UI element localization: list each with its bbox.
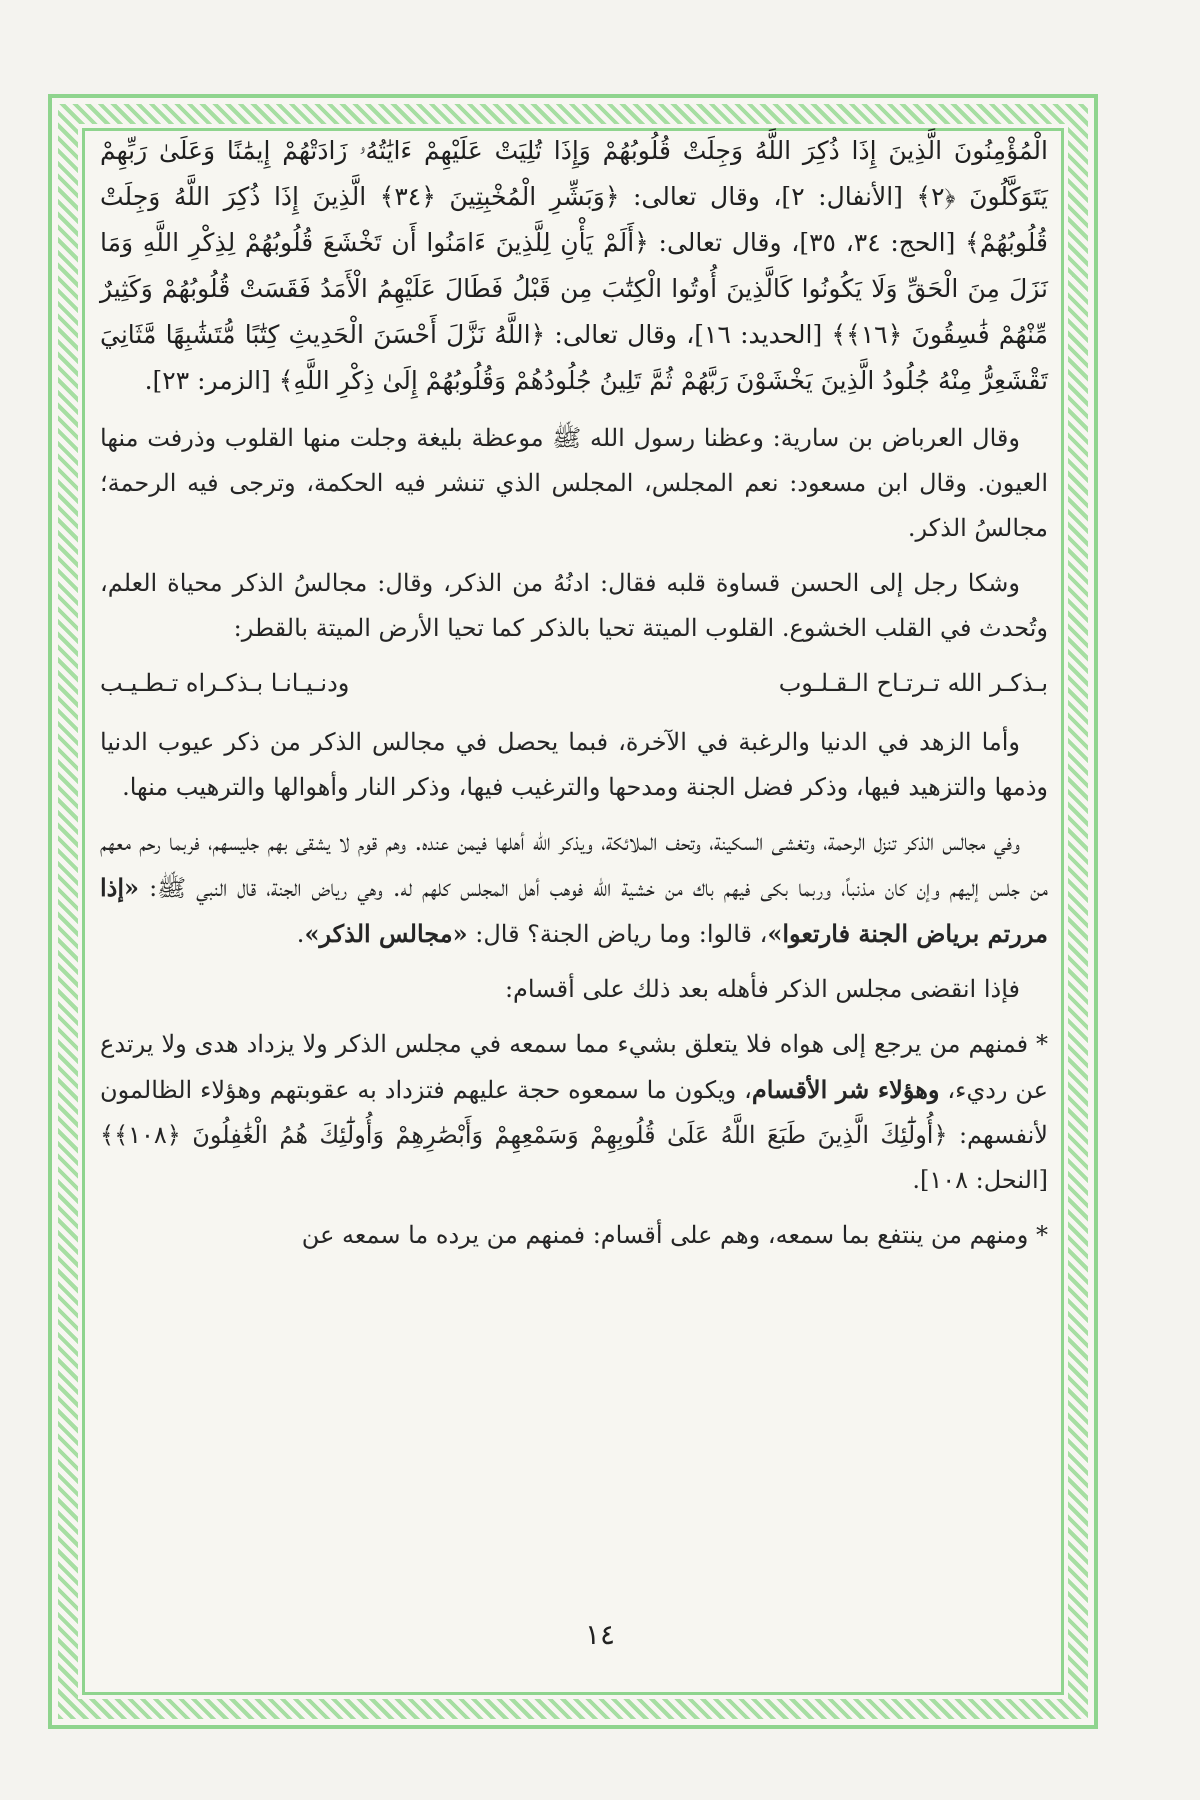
paragraph-majalis [100, 820, 1048, 957]
paragraph-irbad: وقال العرباض بن سارية: وعظنا رسول الله ﷺ موعظة بليغة وجلت منها القلوب وذرفت منها العيون. وقال ابن مسعود: نعم المجلس، المجلس الذي تنشر فيه الحكمة، وترجى فيه الرحمة؛ مجالسُ الذكر. [100, 424, 1048, 542]
first-group-text-2: ، ويكون ما سمعوه حجة عليهم فتزداد به عقوبتهم وهؤلاء الظالمون لأنفسهم: ﴿أُولَٰٓئِكَ الَّذِينَ طَبَعَ اللَّهُ عَلَىٰ قُلُوبِهِمْ وَسَمْعِهِمْ وَأَبْصَٰرِهِمْ وَأُولَٰٓئِكَ هُمُ الْغَٰفِلُونَ ﴿١٠٨﴾﴾ [النحل: ١٠٨]. [100, 1076, 1048, 1194]
majalis-text-1: وفي مجالس الذكر تنزل الرحمة، وتغشى السكينة، وتحف الملائكة، ويذكر الله أهلها فيمن عنده. وهم قوم لا يشقى بهم جليسهم، فربما رحم معهم من جلس إليهم وإن كان مذنباً، وربما بكى فيهم باك من خشية الله فوهب أهل المجلس كلهم له. وهي رياض الجنة، قال النبي ﷺ: [100, 828, 1048, 902]
quran-verses-block: الْمُؤْمِنُونَ الَّذِينَ إِذَا ذُكِرَ اللَّهُ وَجِلَتْ قُلُوبُهُمْ وَإِذَا تُلِيَتْ عَلَيْهِمْ ءَايَٰتُهُۥ زَادَتْهُمْ إِيمَٰنًا وَعَلَىٰ رَبِّهِمْ يَتَوَكَّلُونَ ﴿٢﴾ [الأنفال: ٢]، وقال تعالى: ﴿وَبَشِّرِ الْمُخْبِتِينَ ﴿٣٤﴾ الَّذِينَ إِذَا ذُكِرَ اللَّهُ وَجِلَتْ قُلُوبُهُمْ﴾ [الحج: ٣٤، ٣٥]، وقال تعالى: ﴿أَلَمْ يَأْنِ لِلَّذِينَ ءَامَنُوا أَن تَخْشَعَ قُلُوبُهُمْ لِذِكْرِ اللَّهِ وَمَا نَزَلَ مِنَ الْحَقِّ وَلَا يَكُونُوا كَالَّذِينَ أُوتُوا الْكِتَٰبَ مِن قَبْلُ فَطَالَ عَلَيْهِمُ الْأَمَدُ فَقَسَتْ قُلُوبُهُمْ وَكَثِيرٌ مِّنْهُمْ فَٰسِقُونَ ﴿١٦﴾﴾ [الحديد: ١٦]، وقال تعالى: ﴿اللَّهُ نَزَّلَ أَحْسَنَ الْحَدِيثِ كِتَٰبًا مُّتَشَٰبِهًا مَّثَانِيَ تَقْشَعِرُّ مِنْهُ جُلُودُ الَّذِينَ يَخْشَوْنَ رَبَّهُمْ ثُمَّ تَلِينُ جُلُودُهُمْ وَقُلُوبُهُمْ إِلَىٰ ذِكْرِ اللَّهِ﴾ [الزمر: ٢٣]. [100, 136, 1048, 395]
majalis-text-3: . [296, 920, 305, 948]
paragraph-first-group [100, 1022, 1048, 1203]
poem-hemistich-right: بـذكـر الله تـرتـاح الـقـلـوب [778, 669, 1048, 697]
paragraph-zuhd: وأما الزهد في الدنيا والرغبة في الآخرة، فبما يحصل في مجالس الذكر من ذكر عيوب الدنيا وذمها والتزهيد فيها، وذكر فضل الجنة ومدحها والترغيب فيها، وذكر النار وأهوالها والترهيب منها. [100, 728, 1048, 801]
hadith-majalis: «مجالس الذكر» [304, 919, 468, 948]
paragraph-aqsam-intro: فإذا انقضى مجلس الذكر فأهله بعد ذلك على أقسام: [504, 975, 1020, 1003]
poem-hemistich-left: ودنـيـانـا بـذكـراه تـطـيـب [100, 669, 350, 697]
first-group-text-1: * فمنهم من يرجع إلى هواه فلا يتعلق بشيء مما سمعه في مجلس الذكر ولا يزداد هدى ولا يرتدع عن رديء، [100, 1030, 1048, 1104]
hadith-riyad: «إذا مررتم برياض الجنة فارتعوا» [100, 873, 1048, 948]
poem-verse [100, 661, 1048, 706]
worst-group-phrase: وهؤلاء شر الأقسام [751, 1075, 940, 1104]
paragraph-hasan: وشكا رجل إلى الحسن قساوة قلبه فقال: ادنُهُ من الذكر، وقال: مجالسُ الذكر محياة العلم، وتُحدث في القلب الخشوع. القلوب الميتة تحيا بالذكر كما تحيا الأرض الميتة بالقطر: [100, 569, 1048, 642]
paragraph-second-group: * ومنهم من ينتفع بما سمعه، وهم على أقسام: فمنهم من يرده ما سمعه عن [301, 1221, 1048, 1249]
page-body [100, 128, 1048, 1668]
page-number: ١٤ [584, 1618, 616, 1651]
majalis-text-2: ، قالوا: وما رياض الجنة؟ قال: [467, 920, 768, 948]
